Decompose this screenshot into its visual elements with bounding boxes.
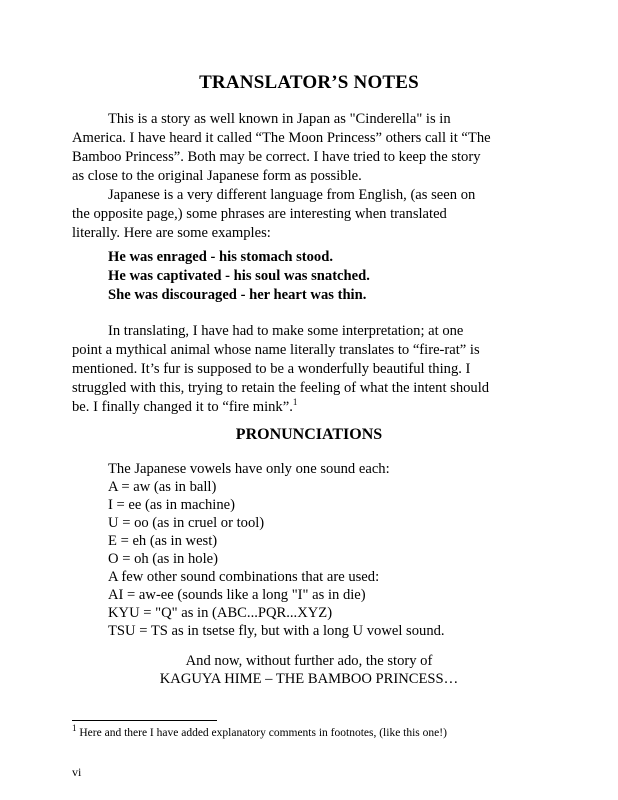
text-line: point a mythical animal whose name literally translates to “fire-rat” is xyxy=(72,342,480,358)
text-line: This is a story as well known in Japan as "Cinderella" is in xyxy=(108,111,451,127)
list-item: KYU = "Q" as in (ABC...PQR...XYZ) xyxy=(108,605,333,621)
text-line: KAGUYA HIME – THE BAMBOO PRINCESS… xyxy=(159,671,459,687)
list-item: A few other sound combinations that are used: xyxy=(108,569,380,585)
text-line: And now, without further ado, the story of xyxy=(185,653,433,669)
intro-paragraph xyxy=(72,110,542,186)
text-line: the opposite page,) some phrases are interesting when translated xyxy=(72,206,447,222)
pronunciations-heading: PRONUNCIATIONS xyxy=(235,426,383,443)
text-segment: be. I finally changed it to “fire mink”. xyxy=(72,399,293,415)
text-line: America. I have heard it called “The Moon Princess” others call it “The xyxy=(72,130,491,146)
text-line: struggled with this, trying to retain the feeling of what the intent should xyxy=(72,380,490,396)
list-item: The Japanese vowels have only one sound each: xyxy=(108,461,390,477)
footnote-reference: 1 xyxy=(292,397,298,408)
closing-lines xyxy=(0,652,618,688)
example-line: She was discouraged - her heart was thin. xyxy=(108,287,367,303)
footnote xyxy=(72,723,447,739)
list-item: O = oh (as in hole) xyxy=(108,551,218,567)
example-line: He was enraged - his stomach stood. xyxy=(108,249,333,265)
text-line: In translating, I have had to make some interpretation; at one xyxy=(108,323,464,339)
example-line: He was captivated - his soul was snatched. xyxy=(108,268,370,284)
text-line: Bamboo Princess”. Both may be correct. I have tried to keep the story xyxy=(72,149,481,165)
text-line: Japanese is a very different language from English, (as seen on xyxy=(108,187,476,203)
text-line xyxy=(72,398,542,417)
page-number: vi xyxy=(72,765,82,779)
examples-list xyxy=(108,248,370,305)
list-item: AI = aw-ee (sounds like a long "I" as in die) xyxy=(108,587,366,603)
text-line: literally. Here are some examples: xyxy=(72,225,271,241)
language-paragraph xyxy=(72,186,542,243)
list-item: U = oo (as in cruel or tool) xyxy=(108,515,265,531)
footnote-number: 1 xyxy=(72,723,77,734)
text-line: mentioned. It’s fur is supposed to be a wonderfully beautiful thing. I xyxy=(72,361,471,377)
list-item: A = aw (as in ball) xyxy=(108,479,217,495)
text-line: as close to the original Japanese form as possible. xyxy=(72,168,362,184)
footnote-divider xyxy=(72,720,217,721)
list-item: TSU = TS as in tsetse fly, but with a long U vowel sound. xyxy=(108,623,445,639)
page-title: TRANSLATOR’S NOTES xyxy=(199,72,419,93)
list-item: E = eh (as in west) xyxy=(108,533,218,549)
list-item: I = ee (as in machine) xyxy=(108,497,235,513)
footnote-text: Here and there I have added explanatory comments in footnotes, (like this one!) xyxy=(79,727,447,739)
translating-paragraph xyxy=(72,322,542,417)
pronunciations-list xyxy=(108,460,445,640)
